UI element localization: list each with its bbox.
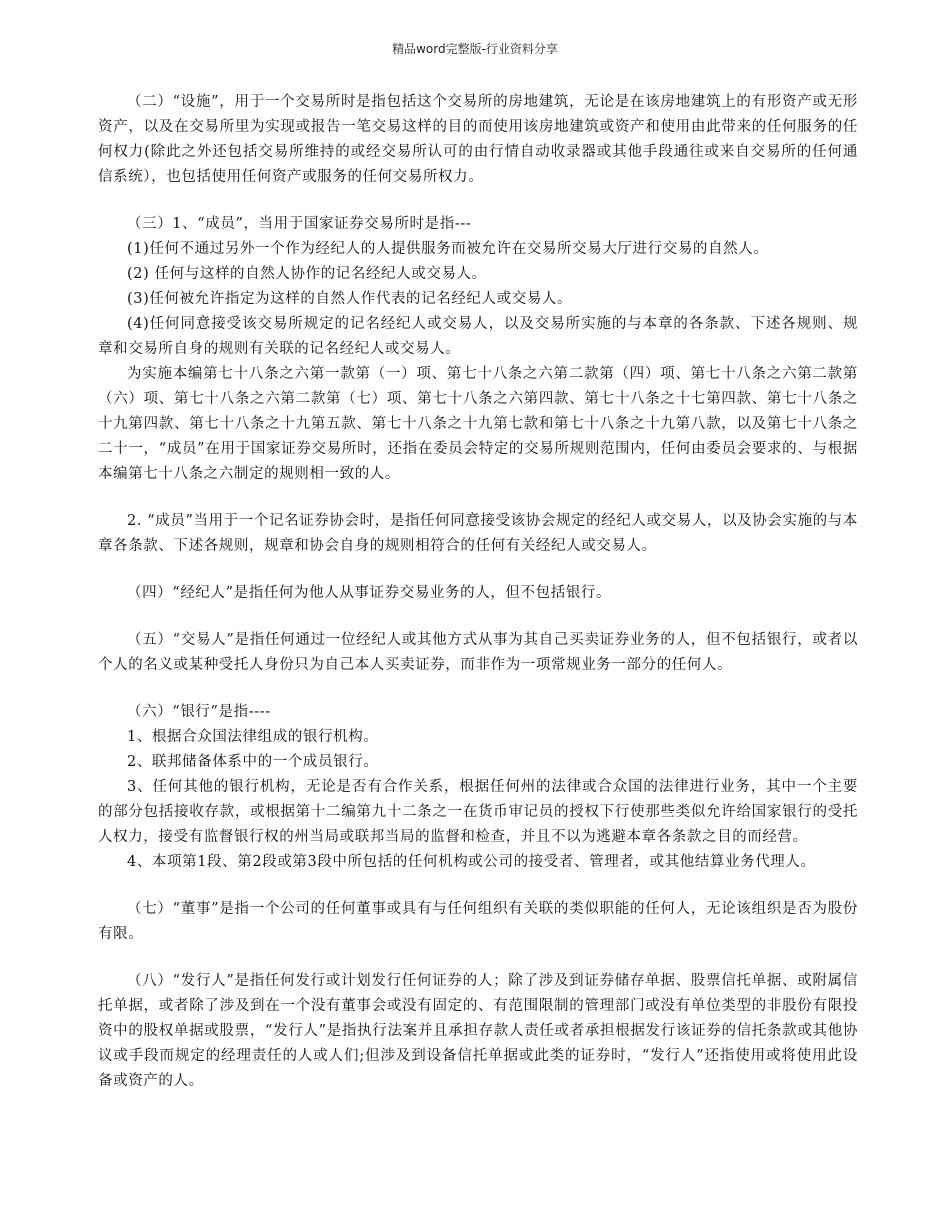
- paragraph-bank-item-2: 2、联邦储备体系中的一个成员银行。: [127, 754, 379, 770]
- paragraph-broker: （四）“经纪人”是指任何为他人从事证券交易业务的人，但不包括银行。: [127, 585, 612, 601]
- paragraph-gap: [98, 559, 858, 581]
- paragraph-member-item-1: (1)任何不通过另外一个作为经纪人的人提供服务而被允许在交易所交易大厅进行交易的自然人。: [127, 241, 769, 257]
- paragraph-member-association: 2. “成员”当用于一个记名证券协会时，是指任何同意接受该协会规定的经纪人或交易人，以及协会实施的与本章各条款、下述各规则，规章和协会自身的规则相符合的任何有关经纪人或交易人。: [98, 513, 858, 554]
- paragraph-director: （七）“董事”是指一个公司的任何董事或具有与任何组织有关联的类似职能的任何人，无论该组织是否为股份有限。: [98, 901, 858, 942]
- paragraph-bank-item-1: 1、根据合众国法律组成的银行机构。: [127, 729, 379, 745]
- paragraph-facility: （二）“设施”，用于一个交易所时是指包括这个交易所的房地建筑，无论是在该房地建筑上的有形资产或无形资产，以及在交易所里为实现或报告一笔交易这样的目的而使用该房地建筑或资产和使用由此带来的任何服务的任何权力(除此之外还包括交易所维持的或经交易所认可的由行情自动收录器或其他手段通往或来自交易所的任何通信系统），也包括使用任何资产或服务的任何交易所权力。: [98, 94, 858, 185]
- paragraph-gap: [98, 606, 858, 628]
- paragraph-gap: [98, 678, 858, 700]
- document-body: [98, 90, 858, 1094]
- paragraph-dealer: （五）“交易人”是指任何通过一位经纪人或其他方式从事为其自己买卖证券业务的人，但不包括银行，或者以个人的名义或某种受托人身份只为自己本人买卖证券，而非作为一项常规业务一部分的任何人。: [98, 632, 858, 673]
- paragraph-bank-item-4: 4、本项第1段、第2段或第3段中所包括的任何机构或公司的接受者、管理者，或其他结算业务代理人。: [127, 854, 816, 870]
- paragraph-gap: [98, 947, 858, 969]
- page-header: 精品word完整版-行业资料分享: [392, 42, 558, 56]
- paragraph-gap: [98, 190, 858, 212]
- paragraph-bank-heading: （六）“银行”是指----: [127, 704, 271, 720]
- paragraph-member-item-2: (2) 任何与这样的自然人协作的记名经纪人或交易人。: [127, 266, 487, 282]
- paragraph-member-item-3: (3)任何被允许指定为这样的自然人作代表的记名经纪人或交易人。: [127, 291, 573, 307]
- paragraph-bank-item-3: 3、任何其他的银行机构，无论是否有合作关系，根据任何州的法律或合众国的法律进行业务，其中一个主要的部分包括接收存款，或根据第十二编第九十二条之一在货币审记员的授权下行使那些类似允许给国家银行的受托人权力，接受有监督银行权的州当局或联邦当局的监督和检查，并且不以为逃避本章各条款之目的而经营。: [98, 779, 858, 845]
- paragraph-issuer: （八）“发行人”是指任何发行或计划发行任何证券的人；除了涉及到证券储存单据、股票信托单据、或附属信托单据，或者除了涉及到在一个没有董事会或没有固定的、有范围限制的管理部门或没有单位类型的非股份有限投资中的股权单据或股票，“发行人”是指执行法案并且承担存款人责任或者承担根据发行该证券的信托条款或其他协议或手段而规定的经理责任的人或人们;但涉及到设备信托单据或此类的证券时，“发行人”还指使用或将使用此设备或资产的人。: [98, 973, 858, 1089]
- paragraph-gap: [98, 487, 858, 509]
- paragraph-member-implementation: 为实施本编第七十八条之六第一款第（一）项、第七十八条之六第二款第（四）项、第七十八条之六第二款第（六）项、第七十八条之六第二款第（七）项、第七十八条之六第四款、第七十八条之十七第四款、第七十八条之十九第四款、第七十八条之十九第五款、第七十八条之十九第七款和第七十八条之十九第八款，以及第七十八条之二十一，“成员”在用于国家证券交易所时，还指在委员会特定的交易所规则范围内，任何由委员会要求的、与根据本编第七十八条之六制定的规则相一致的人。: [98, 366, 858, 482]
- paragraph-member-item-4: (4)任何同意接受该交易所规定的记名经纪人或交易人，以及交易所实施的与本章的各条款、下述各规则、规章和交易所自身的规则有关联的记名经纪人或交易人。: [98, 316, 858, 357]
- paragraph-member-heading: （三）1、“成员”，当用于国家证券交易所时是指---: [127, 216, 472, 232]
- paragraph-gap: [98, 875, 858, 897]
